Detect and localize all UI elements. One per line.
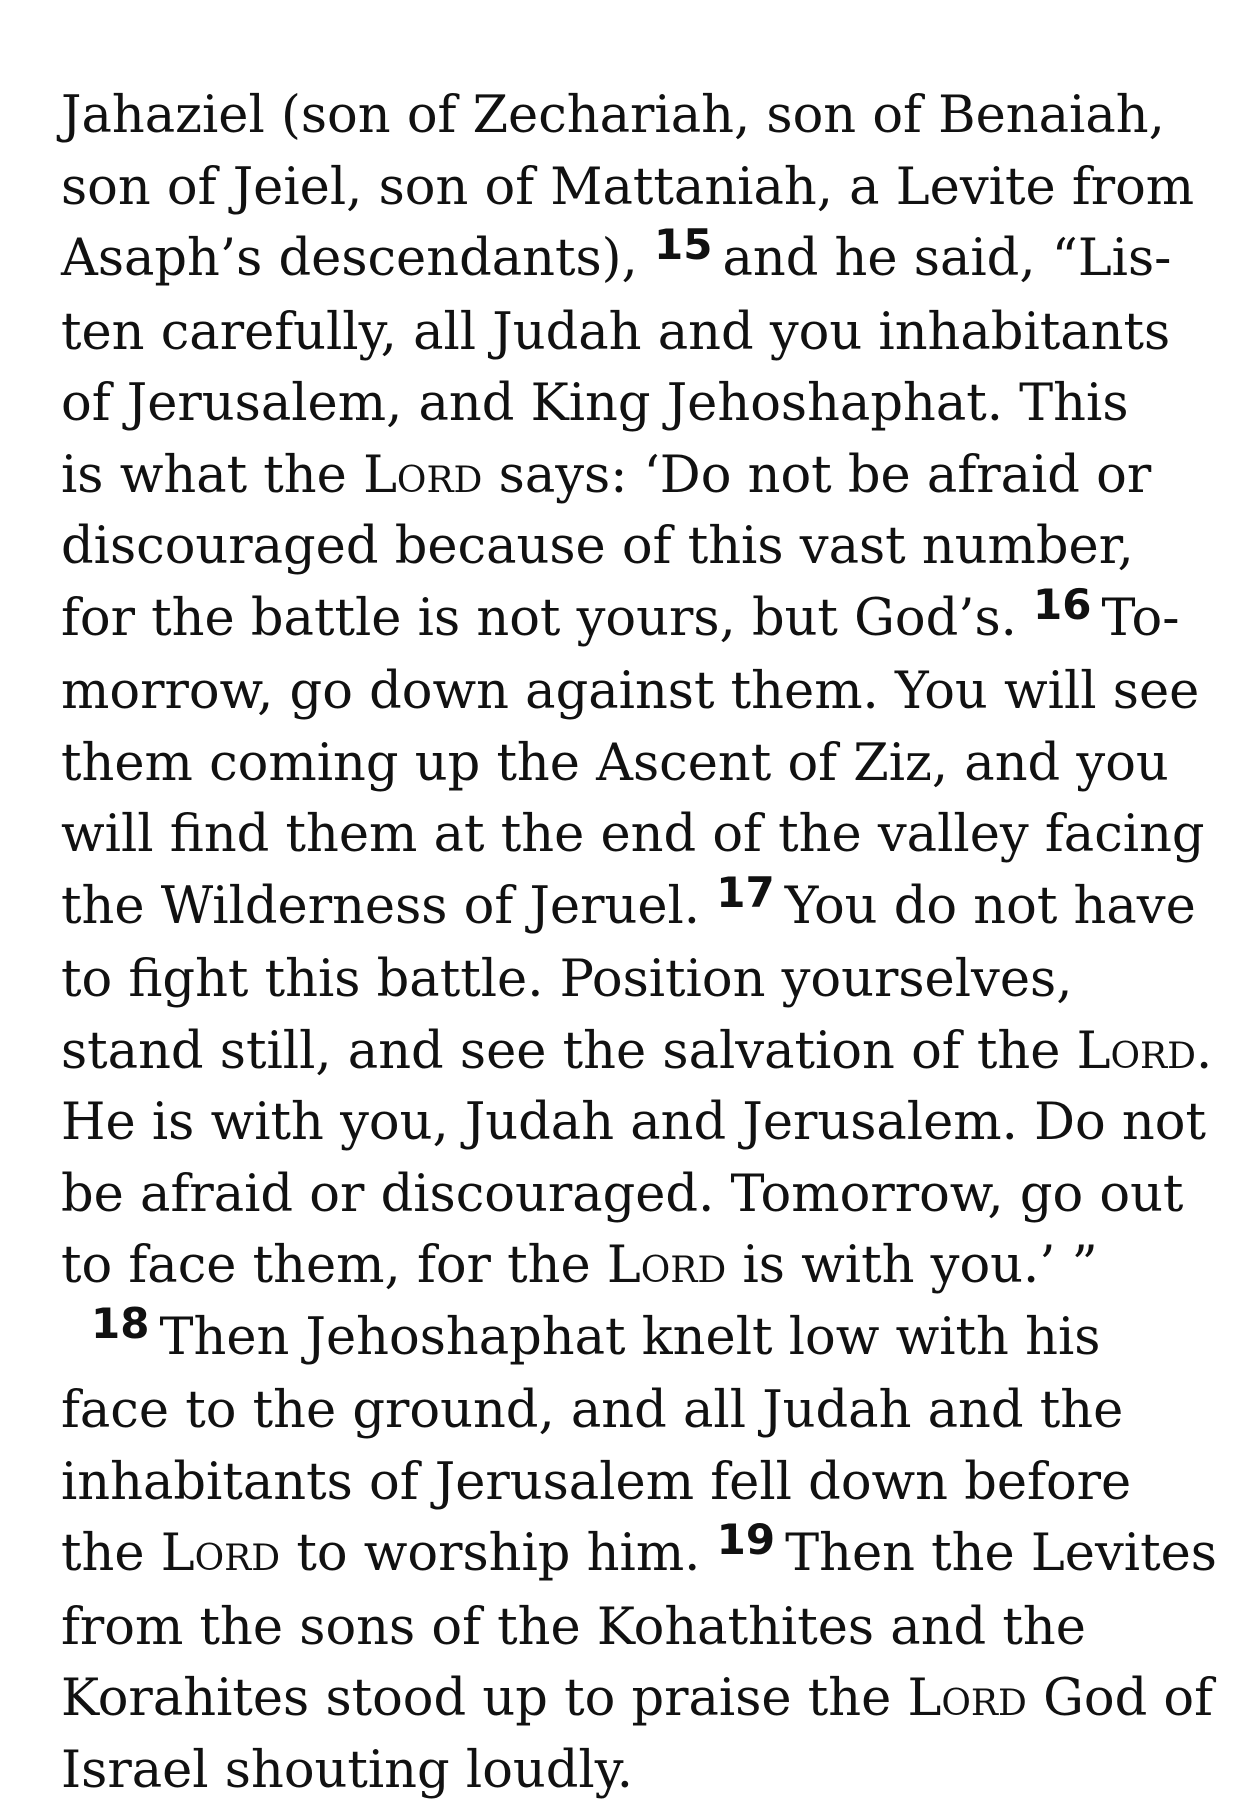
- text-line: to face them, for the Lord is with you.’ ”: [61, 1236, 1098, 1295]
- text-line: Jahaziel (son of Zechariah, son of Benaiah,: [61, 86, 1165, 145]
- text-line: the Lord to worship him. $^{19}$ Then the Levites: [61, 1515, 1217, 1583]
- lord-small-caps: Lord: [907, 1669, 1027, 1728]
- text-line: face to the ground, and all Judah and the: [61, 1381, 1124, 1440]
- text-line: ten carefully, all Judah and you inhabitants: [61, 302, 1171, 362]
- text-line: for the battle is not yours, but God’s. $^{16}$ To-: [61, 579, 1180, 648]
- text-line: be afraid or discouraged. Tomorrow, go out: [61, 1164, 1184, 1224]
- text-line: Asaph’s descendants), $^{15}$ and he said, “Lis-: [61, 220, 1172, 288]
- text-line: will find them at the end of the valley facing: [61, 805, 1205, 864]
- text-line: of Jerusalem, and King Jehoshaphat. This: [61, 374, 1129, 433]
- verse-number: 16: [1033, 579, 1092, 629]
- text-line: stand still, and see the salvation of the Lord.: [61, 1021, 1213, 1081]
- text-line: is what the Lord says: ‘Do not be afraid or: [61, 445, 1152, 505]
- text-line: Israel shouting loudly.: [61, 1740, 633, 1800]
- verse-number: 19: [716, 1515, 776, 1564]
- text-line: to fight this battle. Position yourselves,: [61, 950, 1073, 1009]
- verse-number: 18: [91, 1298, 150, 1348]
- scripture-text: [61, 80, 1217, 1806]
- text-line: $^{18}$ Then Jehoshaphat knelt low with his: [91, 1298, 1101, 1367]
- text-line: son of Jeiel, son of Mattaniah, a Levite from: [61, 157, 1195, 217]
- verse-number: 15: [653, 220, 713, 269]
- text-line: the Wilderness of Jeruel. $^{17}$ You do not have: [61, 867, 1196, 936]
- text-line: He is with you, Judah and Jerusalem. Do not: [61, 1093, 1206, 1152]
- text-line: Korahites stood up to praise the Lord God of: [61, 1669, 1214, 1728]
- text-line: inhabitants of Jerusalem fell down before: [61, 1452, 1132, 1512]
- text-line: from the sons of the Kohathites and the: [61, 1597, 1086, 1657]
- lord-small-caps: Lord: [1076, 1021, 1196, 1081]
- text-line: morrow, go down against them. You will see: [61, 662, 1200, 721]
- lord-small-caps: Lord: [160, 1524, 281, 1583]
- verse-number: 17: [716, 867, 775, 917]
- text-line: them coming up the Ascent of Ziz, and you: [61, 733, 1169, 793]
- text-line: discouraged because of this vast number,: [61, 517, 1134, 576]
- lord-small-caps: Lord: [606, 1236, 727, 1295]
- lord-small-caps: Lord: [363, 445, 483, 505]
